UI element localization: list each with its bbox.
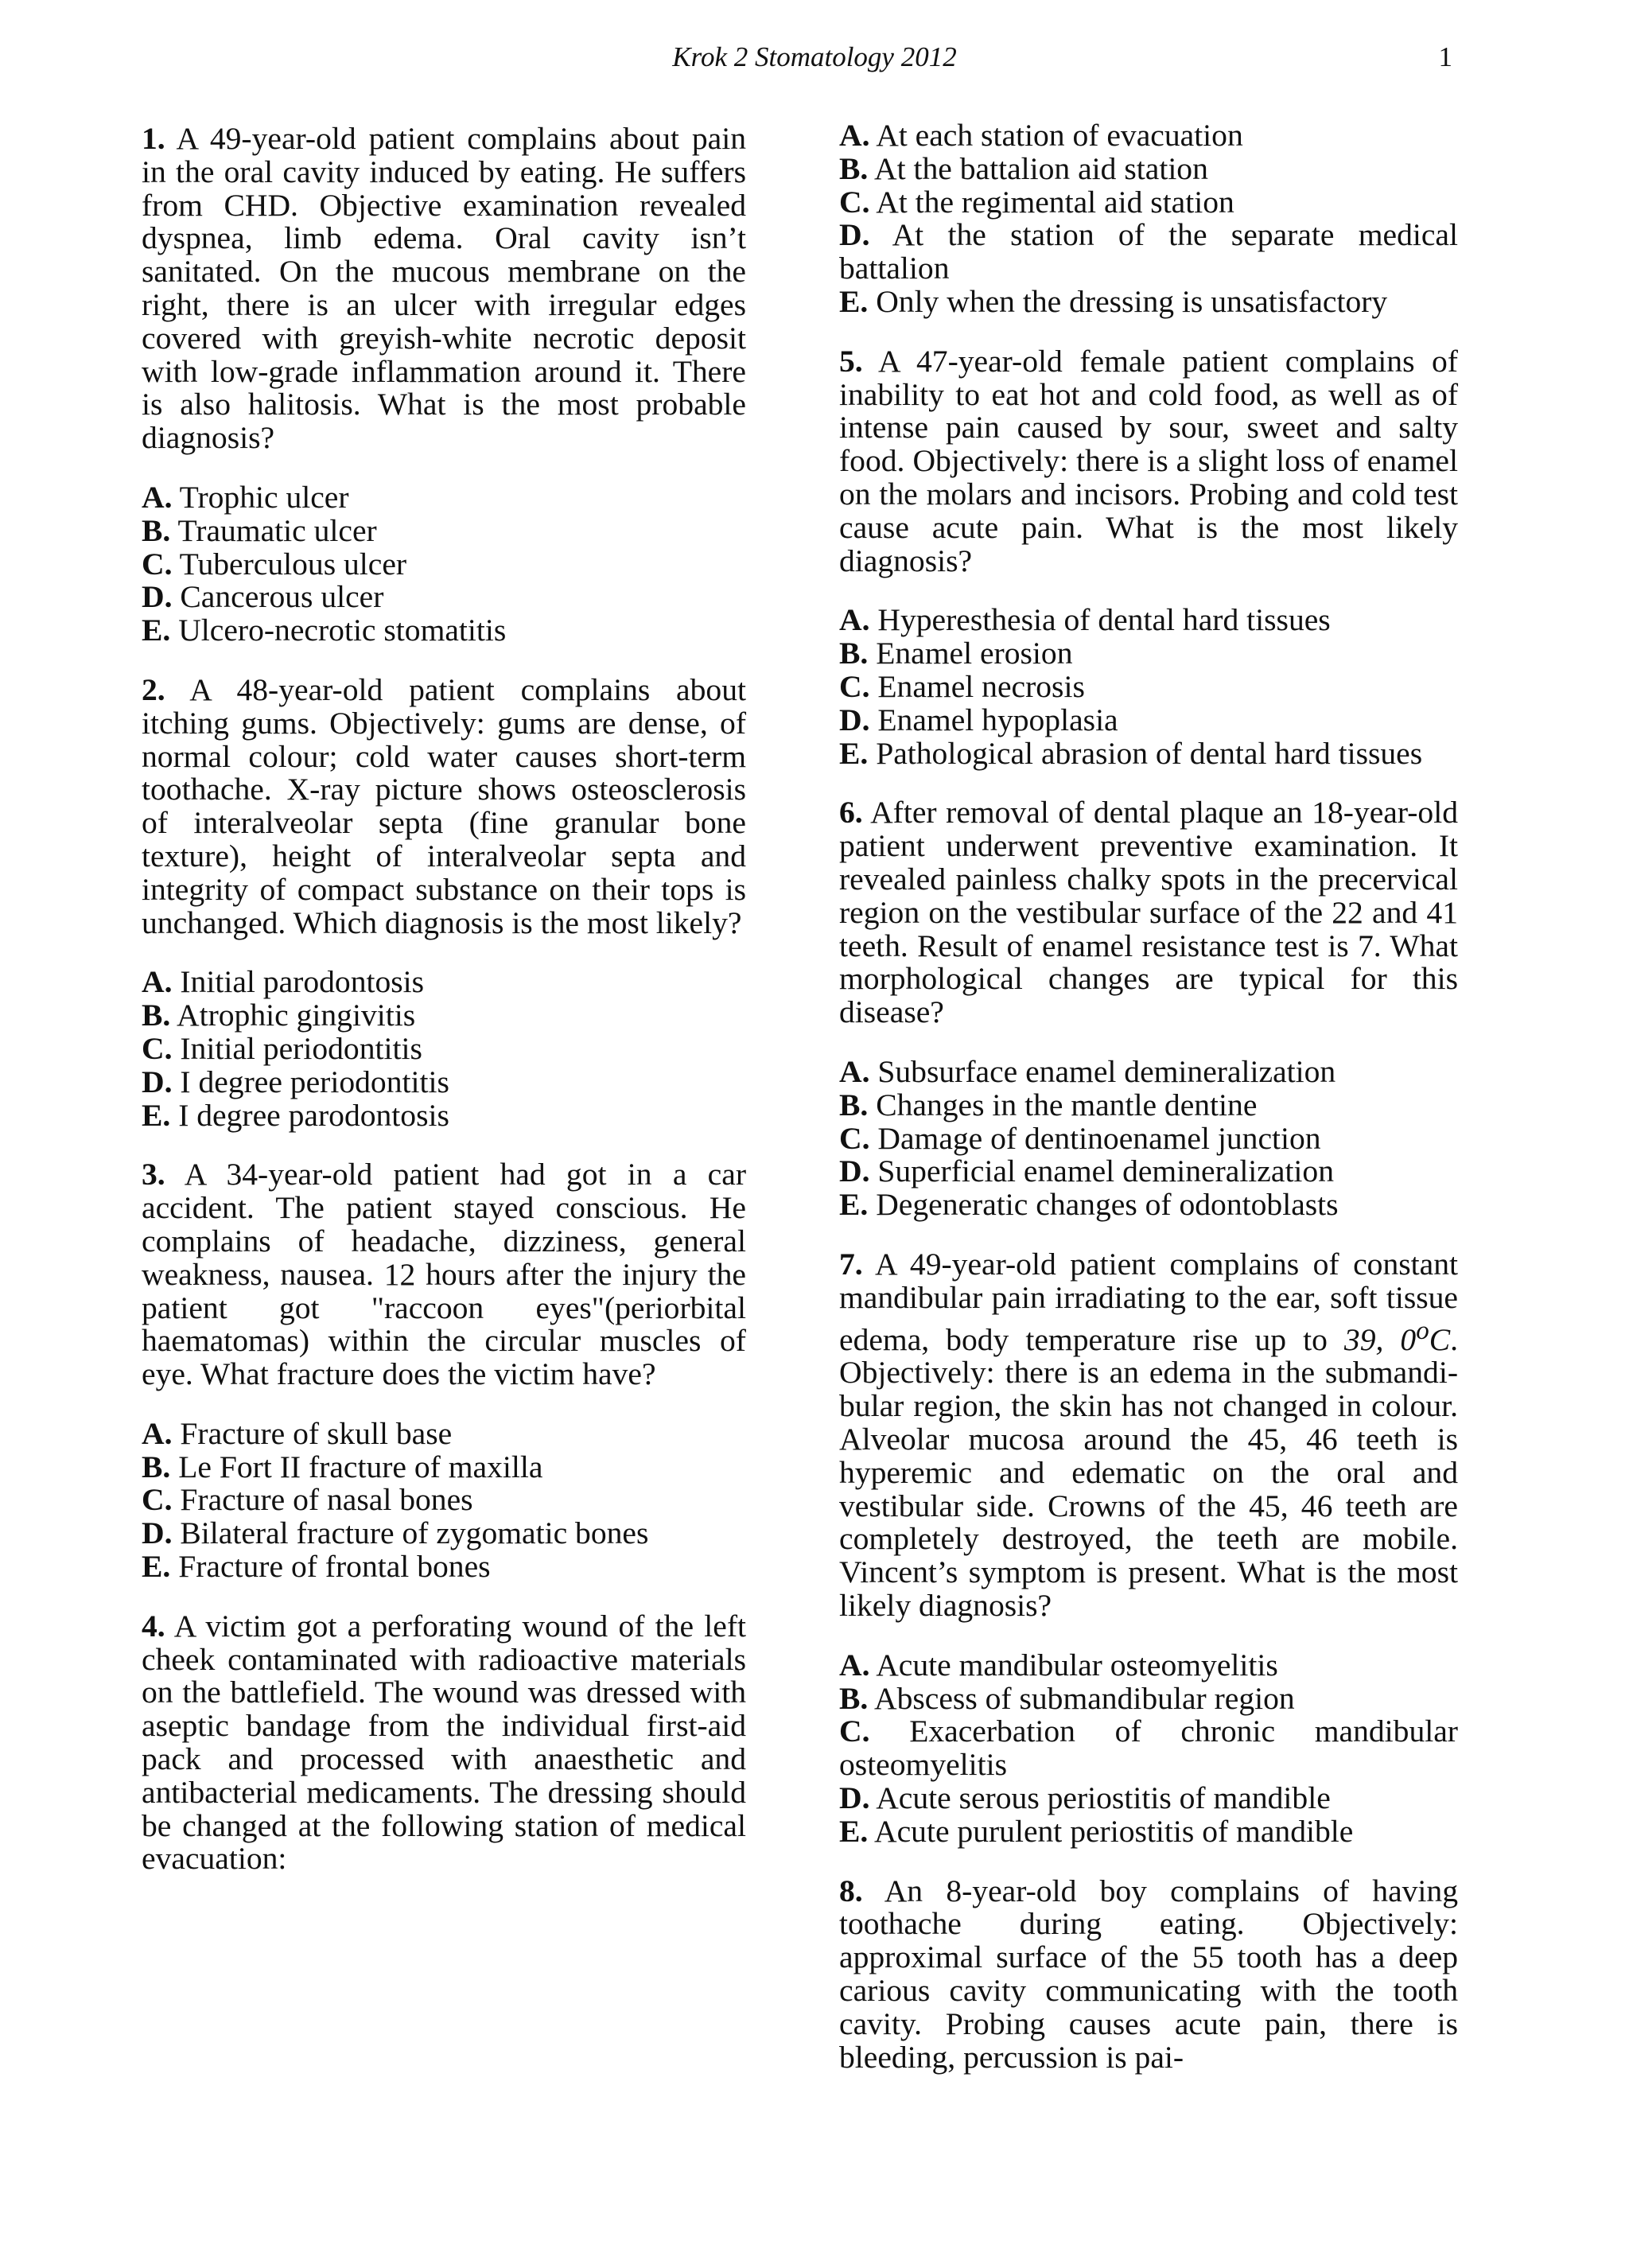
answer-option-b: [839, 150, 1458, 186]
answer-option-a: [142, 1415, 746, 1451]
option-text: Enamel erosion: [868, 636, 1073, 671]
option-letter: E.: [839, 1813, 869, 1849]
option-letter: D.: [839, 217, 870, 253]
option-text: Fracture of nasal bones: [172, 1482, 473, 1518]
option-letter: C.: [142, 546, 173, 582]
option-letter: D.: [839, 1780, 870, 1816]
question-text: A 47-year-old female patient complains of inability to eat hot and cold food, as well as of intense pain caused by sour, sweet and salty food. Objectively: there is a slight loss of enamel on the molars and incisors. Probing and cold test cause acute pain. What is the most likely diagnosis?: [839, 343, 1458, 578]
option-letter: A.: [839, 602, 870, 638]
answer-option-b: [142, 999, 746, 1033]
option-letter: C.: [142, 1030, 173, 1066]
temperature-unit: C: [1429, 1321, 1451, 1357]
answer-option-d: [839, 219, 1458, 286]
question-4: [142, 1610, 746, 1876]
answer-option-c: [142, 1030, 746, 1066]
answer-option-a: [839, 119, 1458, 153]
option-letter: E.: [142, 1097, 171, 1133]
option-text: Abscess of submandibular region: [868, 1680, 1295, 1716]
option-letter: A.: [839, 118, 870, 153]
option-text: Acute mandibular osteomyelitis: [869, 1647, 1278, 1683]
answer-option-c: [839, 668, 1458, 704]
option-text: Fracture of frontal bones: [170, 1549, 491, 1585]
page-number: 1: [1438, 41, 1452, 72]
answer-option-a: [839, 1649, 1458, 1683]
option-text: Le Fort II fracture of maxilla: [170, 1449, 543, 1484]
answer-option-b: [839, 637, 1458, 671]
answer-option-a: [142, 966, 746, 999]
answer-option-e: [839, 283, 1458, 319]
answer-option-c: [839, 1715, 1458, 1782]
question-stem: [839, 345, 1458, 578]
left-column: [142, 123, 746, 1902]
option-letter: E.: [142, 1549, 171, 1585]
option-letter: A.: [839, 1053, 870, 1089]
option-letter: B.: [839, 150, 869, 186]
option-letter: B.: [142, 1449, 171, 1484]
option-letter: D.: [142, 1064, 173, 1099]
option-letter: E.: [839, 283, 869, 319]
answer-option-d: [142, 1517, 746, 1550]
question-text: A 49-year-old patient complains of constant mandibular pain irradiating to the ear, soft tissue edema, body temperature rise up to: [839, 1246, 1458, 1357]
option-text: Damage of dentinoenamel junction: [869, 1120, 1321, 1156]
option-letter: A.: [142, 479, 173, 515]
answer-option-a: [142, 481, 746, 515]
option-letter: E.: [142, 613, 171, 648]
document-title: Krok 2 Stomatology 2012: [672, 41, 957, 72]
answer-options: [142, 966, 746, 1132]
option-text: Tuberculous ulcer: [172, 546, 407, 582]
option-letter: D.: [142, 579, 173, 615]
question-number: 1.: [142, 121, 165, 156]
question-number: 3.: [142, 1157, 165, 1192]
answer-option-a: [839, 604, 1458, 637]
page-header: [0, 41, 1629, 89]
option-text: At the battalion aid station: [868, 150, 1208, 186]
degree-sign: o: [1416, 1316, 1429, 1345]
question-text: A victim got a perforating wound of the left cheek contaminated with radioactive materials on the battlefield. The wound was dressed with aseptic bandage from the individual first-aid pack and processed with anaesthetic and antibacterial medicaments. The dressing should be changed at the following station of medical evacuation:: [142, 1608, 746, 1877]
option-letter: C.: [839, 1120, 870, 1156]
option-text: Atrophic gingivitis: [170, 998, 416, 1033]
option-letter: A.: [142, 964, 173, 1000]
option-letter: B.: [142, 512, 171, 548]
option-letter: D.: [839, 1153, 870, 1189]
option-letter: C.: [142, 1482, 173, 1518]
answer-options: [839, 1053, 1458, 1223]
option-text: Cancerous ulcer: [172, 579, 384, 615]
answer-option-e: [839, 737, 1458, 771]
answer-option-c: [142, 1484, 746, 1517]
answer-options: [142, 481, 746, 648]
question-number: 2.: [142, 671, 165, 707]
option-letter: C.: [839, 1714, 870, 1749]
answer-option-e: [142, 1099, 746, 1133]
temperature-value: [1343, 1316, 1451, 1357]
question-number: 4.: [142, 1608, 165, 1644]
option-text: Hyperesthesia of dental hard tissues: [869, 602, 1331, 638]
option-letter: A.: [142, 1415, 173, 1451]
answer-option-c: [839, 1122, 1458, 1156]
answer-option-b: [839, 1089, 1458, 1122]
answer-option-e: [142, 1550, 746, 1584]
question-text: After removal of dental plaque an 18-year-old patient underwent preventive examination. It revealed painless chalky spots in the precervical region on the vestibular surface of the 22 and 41 teeth. Result of enamel resistance test is 7. What morphological changes are typical for this disease?: [839, 795, 1458, 1030]
answer-option-c: [839, 186, 1458, 220]
option-letter: B.: [839, 1680, 869, 1716]
question-8: [839, 1875, 1458, 2075]
option-letter: B.: [839, 636, 869, 671]
option-text: Enamel necrosis: [869, 668, 1085, 704]
question-5: [839, 345, 1458, 771]
question-number: 8.: [839, 1873, 863, 1908]
option-text: Enamel hypoplasia: [869, 702, 1118, 737]
question-6: [839, 796, 1458, 1222]
answer-option-d: [839, 1782, 1458, 1815]
option-text: I degree parodontosis: [170, 1097, 449, 1133]
option-letter: A.: [839, 1647, 870, 1683]
option-letter: D.: [839, 702, 870, 737]
option-text: Subsurface enamel demineralization: [869, 1053, 1336, 1089]
option-text: Traumatic ulcer: [170, 512, 377, 548]
right-column: [839, 119, 1458, 2100]
answer-option-b: [142, 512, 746, 548]
option-letter: B.: [839, 1087, 869, 1122]
option-text: Exacerbation of chronic mandibular osteomyelitis: [839, 1714, 1458, 1783]
answer-option-e: [142, 614, 746, 648]
option-text: Changes in the mantle dentine: [868, 1087, 1258, 1122]
answer-option-d: [839, 704, 1458, 737]
answer-option-d: [839, 1155, 1458, 1188]
answer-options: [839, 1649, 1458, 1849]
answer-option-d: [142, 581, 746, 614]
question-3: [142, 1158, 746, 1584]
temperature-number: 39, 0: [1343, 1321, 1417, 1357]
option-text: Pathological abrasion of dental hard tissues: [868, 735, 1423, 771]
option-letter: C.: [839, 668, 870, 704]
question-text: A 49-year-old patient complains about pain in the oral cavity induced by eating. He suffers from CHD. Objective examination revealed dyspnea, limb edema. Oral cavity isn’t sanitated. On the mucous membrane on the right, there is an ulcer with irregular edges covered with greyish-white necrotic deposit with low-grade inflammation around it. There is also halitosis. What is the most probable diagnosis?: [142, 121, 746, 456]
question-7: [839, 1248, 1458, 1849]
question-text: A 48-year-old patient complains about itching gums. Objectively: gums are dense, of normal colour; cold water causes short-term toothache. X-ray picture shows osteosclerosis of interalveolar septa (fine granular bone texture), height of interalveolar septa and integrity of compact substance on their tops is unchanged. Which diagnosis is the most likely?: [142, 671, 746, 940]
option-letter: E.: [839, 1187, 869, 1223]
option-text: Fracture of skull base: [172, 1415, 453, 1451]
option-text: Initial periodontitis: [172, 1030, 422, 1066]
question-stem: [839, 1248, 1458, 1623]
question-2: [142, 671, 746, 1133]
option-text: Acute purulent periostitis of mandible: [868, 1813, 1354, 1849]
answer-option-e: [839, 1188, 1458, 1222]
answer-options: [142, 1415, 746, 1585]
answer-option-e: [839, 1815, 1458, 1849]
question-stem: [839, 1875, 1458, 2075]
option-text: Superficial enamel demineralization: [869, 1153, 1335, 1189]
answer-option-d: [142, 1066, 746, 1099]
answer-options: [839, 604, 1458, 770]
question-stem: [142, 1158, 746, 1391]
option-text: At each station of evacuation: [869, 118, 1243, 153]
option-text: Initial parodontosis: [172, 964, 425, 1000]
option-text: At the station of the separate medical battalion: [839, 217, 1458, 286]
option-letter: C.: [839, 184, 870, 220]
question-text: A 34-year-old patient had got in a car accident. The patient stayed conscious. He complains of headache, dizziness, general weakness, nausea. 12 hours after the injury the patient got "raccoon eyes"(periorbital haematomas) within the circular muscles of eye. What fracture does the victim have?: [142, 1157, 746, 1392]
option-letter: B.: [142, 998, 171, 1033]
question-number: 5.: [839, 343, 863, 379]
question-number: 6.: [839, 795, 863, 831]
question-4-options: [839, 119, 1458, 319]
option-letter: D.: [142, 1515, 173, 1551]
question-1: [142, 123, 746, 648]
answer-option-b: [142, 1451, 746, 1484]
option-letter: E.: [839, 735, 869, 771]
option-text: Bilateral fracture of zygomatic bones: [172, 1515, 649, 1551]
question-stem: [142, 123, 746, 455]
option-text: Trophic ulcer: [172, 479, 349, 515]
question-stem: [142, 1610, 746, 1876]
option-text: Degeneratic changes of odontoblasts: [868, 1187, 1339, 1223]
question-text-continued: . Objectively: there is an edema in the submandibular region, the skin has not changed in colour. Alveolar mucosa around the 45, 46 teeth is hyperemic and edematic on the oral and vestibular side. Crowns of the 45, 46 teeth are completely destroyed, the teeth are mobile. Vincent’s symptom is present. What is the most likely diagnosis?: [839, 1321, 1458, 1624]
answer-option-a: [839, 1053, 1458, 1089]
answer-options: [839, 119, 1458, 319]
option-text: Ulcero-necrotic stomatitis: [170, 613, 507, 648]
answer-option-b: [839, 1680, 1458, 1716]
question-stem: [142, 671, 746, 940]
question-stem: [839, 796, 1458, 1029]
question-number: 7.: [839, 1246, 863, 1282]
option-text: Acute serous periostitis of mandible: [869, 1780, 1331, 1816]
option-text: Only when the dressing is unsatisfactory: [868, 283, 1388, 319]
option-text: At the regimental aid station: [869, 184, 1234, 220]
question-text: An 8-year-old boy complains of having toothache during eating. Objectively: approximal surface of the 55 tooth has a deep carious cavity communicating with the tooth cavity. Probing causes acute pain, there is bleeding, percussion is pai-: [839, 1873, 1458, 2075]
option-text: I degree periodontitis: [172, 1064, 449, 1099]
answer-option-c: [142, 548, 746, 582]
